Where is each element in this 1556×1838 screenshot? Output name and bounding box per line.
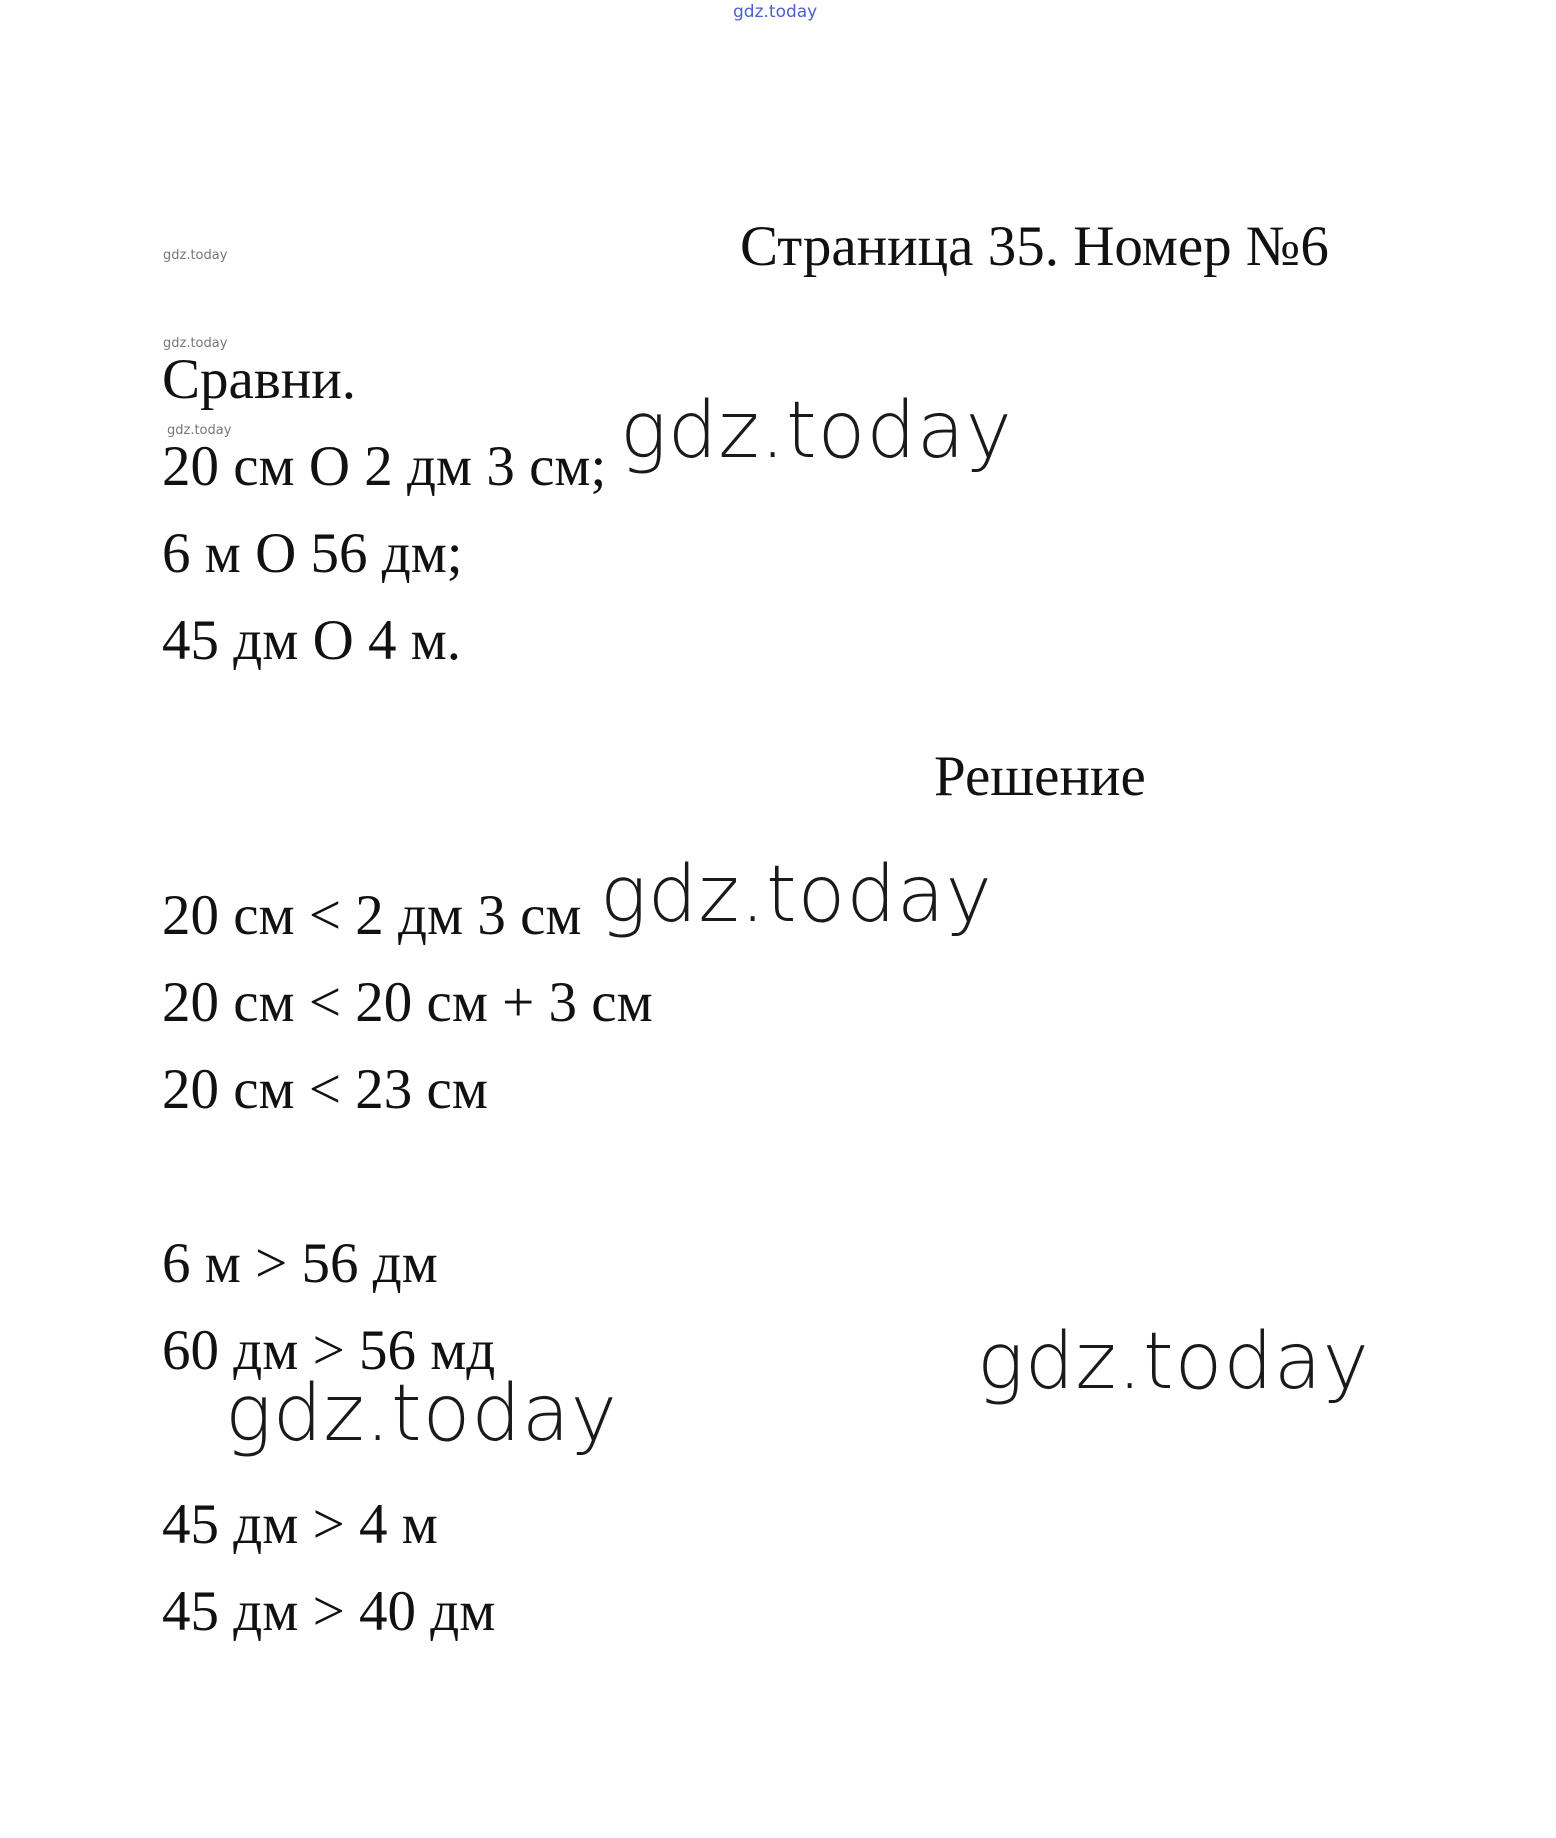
top-watermark: gdz.today (733, 2, 818, 22)
large-watermark: gdz.today (225, 1369, 618, 1459)
solution-line: 20 см < 23 см (162, 1058, 488, 1121)
solution-line: 6 м > 56 дм (162, 1232, 438, 1295)
solution-line: 45 дм > 40 дм (162, 1580, 496, 1643)
small-watermark: gdz.today (163, 336, 228, 351)
small-watermark: gdz.today (167, 423, 232, 438)
solution-line: 20 см < 2 дм 3 см (162, 884, 582, 947)
large-watermark: gdz.today (977, 1317, 1370, 1407)
solution-heading: Решение (934, 745, 1146, 808)
small-watermark: gdz.today (163, 248, 228, 263)
task-line: 45 дм О 4 м. (162, 609, 462, 672)
task-heading: Сравни. (162, 348, 356, 411)
large-watermark: gdz.today (600, 850, 993, 940)
large-watermark: gdz.today (620, 386, 1013, 476)
solution-line: 60 дм > 56 мд (162, 1319, 496, 1382)
task-line: 6 м О 56 дм; (162, 522, 463, 585)
task-line: 20 см О 2 дм 3 см; (162, 435, 607, 498)
solution-line: 45 дм > 4 м (162, 1493, 438, 1556)
page-title: Страница 35. Номер №6 (740, 215, 1329, 278)
solution-line: 20 см < 20 см + 3 см (162, 971, 653, 1034)
